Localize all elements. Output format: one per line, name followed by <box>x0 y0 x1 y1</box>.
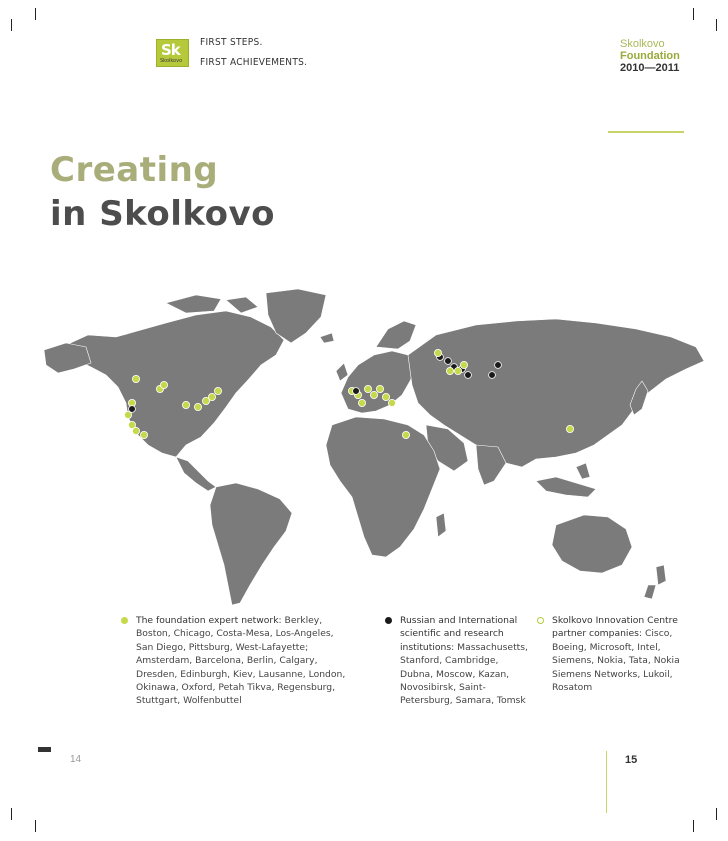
landmass-british-isles <box>336 363 348 381</box>
green-rule <box>608 131 684 133</box>
legend-body: Berkley, Boston, Chicago, Costa-Mesa, Los-Angeles, San Diego, Pittsburg, West-Lafayette; Amsterdam, Barcelona, Berlin, Calgary, Dresden, Edinburgh, Kiev, Lausanne, London, Okinawa, Oxford, Petah Tikva, Regensburg, Stuttgart, Wolfenbuttel <box>136 615 346 707</box>
bullet-outline-green-icon <box>537 617 544 624</box>
landmass-north-america <box>66 311 284 457</box>
crop-mark <box>716 808 717 820</box>
landmass-scandinavia <box>376 321 416 349</box>
marker-expert-network <box>140 431 147 438</box>
marker-research-institution <box>129 406 136 413</box>
landmass-arctic-islands <box>166 295 221 313</box>
landmass-iceland <box>320 333 334 343</box>
marker-expert-network <box>160 381 167 388</box>
legend-body: Cisco, Boeing, Microsoft, Intel, Siemens, Nokia, Tata, Nokia Siemens Networks, Lukoil, Rosatom <box>552 628 680 694</box>
logo-subtext: Skolkovo <box>160 58 183 64</box>
marker-research-institution <box>489 372 496 379</box>
map-land <box>44 289 704 605</box>
marker-partner-company <box>434 349 441 356</box>
legend-separator: : <box>638 628 645 640</box>
crop-mark <box>693 820 694 832</box>
legend-partner-companies <box>552 614 680 694</box>
landmass-new-zealand <box>656 565 666 585</box>
page-title-line-2: in Skolkovo <box>50 194 275 234</box>
landmass-southeast-asia <box>576 463 590 479</box>
footer-vertical-rule <box>606 751 607 813</box>
marker-research-institution <box>445 358 452 365</box>
world-map <box>36 285 716 610</box>
marker-partner-company <box>446 367 453 374</box>
page-number-left: 14 <box>70 754 82 765</box>
marker-expert-network <box>370 391 377 398</box>
brand-block <box>620 38 680 74</box>
brand-line-3: 2010—2011 <box>620 62 680 74</box>
landmass-madagascar <box>436 513 446 537</box>
landmass-europe <box>341 351 416 413</box>
marker-expert-network <box>182 401 189 408</box>
crop-mark <box>693 8 694 20</box>
marker-research-institution <box>495 362 502 369</box>
marker-expert-network <box>382 393 389 400</box>
legend-separator: : <box>451 641 458 653</box>
tagline-line-2: FIRST ACHIEVEMENTS. <box>200 57 308 68</box>
marker-expert-network <box>566 425 573 432</box>
marker-research-institution <box>465 372 472 379</box>
legend-separator: : <box>278 615 285 626</box>
legend-body: Massachusetts, Stanford, Cambridge, Dubna, Moscow, Kazan, Novosibirsk, Saint-Petersburg, Samara, Tomsk <box>400 641 528 707</box>
landmass-arctic-islands <box>226 297 258 313</box>
brand-line-2: Foundation <box>620 50 680 62</box>
logo-text: Sk <box>161 41 180 59</box>
marker-expert-network <box>208 393 215 400</box>
crop-mark <box>35 8 36 20</box>
legend-expert-network <box>136 614 348 708</box>
marker-expert-network <box>358 399 365 406</box>
crop-mark <box>716 19 717 31</box>
legend-label: Skolkovo Innovation Centre partner companies <box>552 615 678 640</box>
footer-bar <box>38 747 51 752</box>
legend-label: The foundation expert network <box>136 615 279 626</box>
landmass-alaska <box>44 343 91 373</box>
bullet-filled-black-icon <box>385 617 392 624</box>
marker-research-institution <box>353 388 360 395</box>
marker-expert-network <box>376 385 383 392</box>
marker-expert-network <box>388 399 395 406</box>
marker-partner-company <box>454 367 461 374</box>
marker-expert-network <box>132 427 139 434</box>
marker-expert-network <box>132 375 139 382</box>
page-title-line-1: Creating <box>50 150 219 190</box>
skolkovo-logo <box>156 39 189 67</box>
marker-expert-network <box>364 385 371 392</box>
page-number-right: 15 <box>625 754 638 766</box>
brand-line-1: Skolkovo <box>620 38 665 50</box>
tagline-line-1: FIRST STEPS. <box>200 37 263 48</box>
landmass-southeast-asia <box>536 477 596 497</box>
landmass-africa <box>326 417 440 557</box>
legend-research-institutions <box>400 614 530 708</box>
landmass-central-america <box>176 457 216 491</box>
landmass-south-america <box>210 483 292 605</box>
crop-mark <box>11 808 12 820</box>
marker-expert-network <box>214 387 221 394</box>
marker-partner-company <box>460 361 467 368</box>
landmass-new-zealand <box>644 585 656 599</box>
marker-expert-network <box>402 431 409 438</box>
crop-mark <box>11 19 12 31</box>
legend-label: Russian and International scientific and research institutions <box>400 615 518 653</box>
marker-expert-network <box>194 403 201 410</box>
bullet-filled-green-icon <box>121 617 128 624</box>
crop-mark <box>35 820 36 832</box>
landmass-australia <box>552 515 632 573</box>
